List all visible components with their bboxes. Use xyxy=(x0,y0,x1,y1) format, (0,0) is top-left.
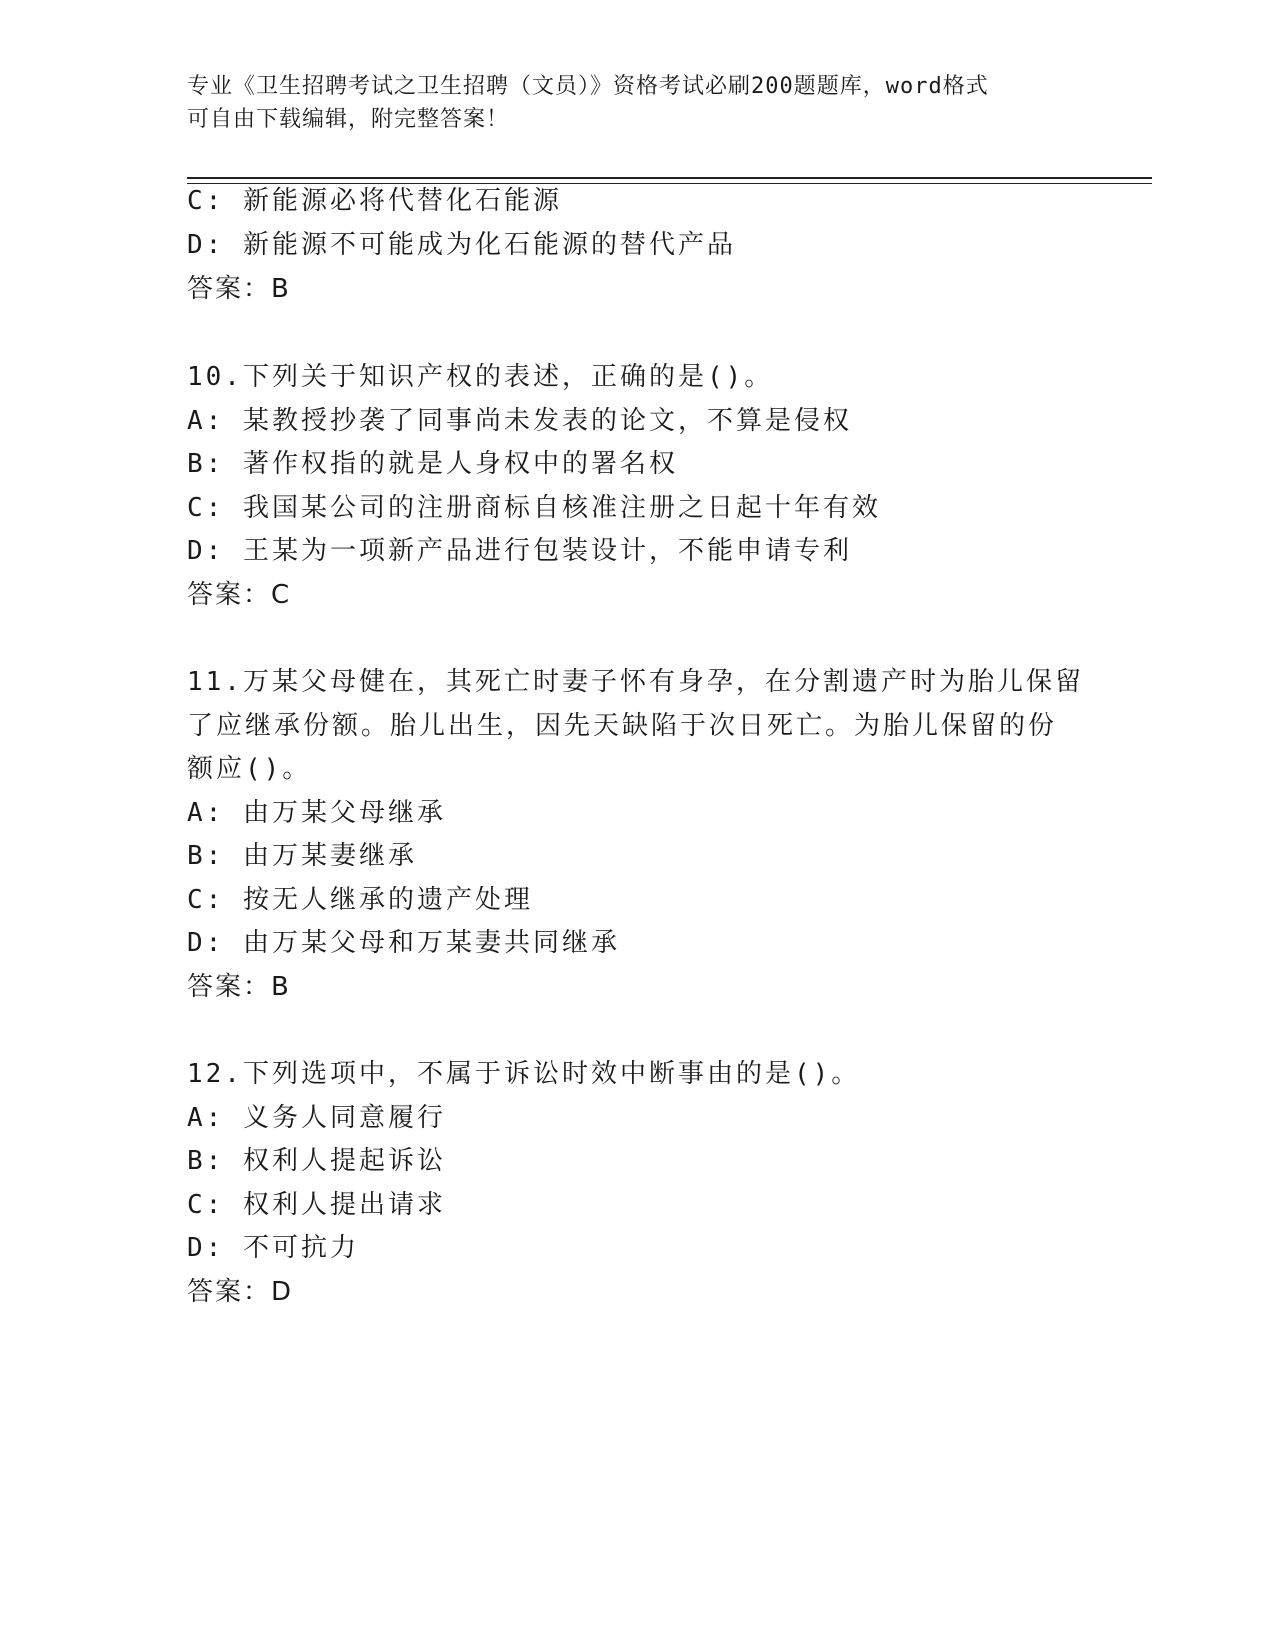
header-line-2: 可自由下载编辑，附完整答案！ xyxy=(187,107,510,132)
q10-answer: 答案：C xyxy=(187,580,292,610)
q10-option-d: D: 王某为一项新产品进行包装设计，不能申请专利 xyxy=(187,536,852,566)
q12-answer: 答案：D xyxy=(187,1277,294,1307)
document-header xyxy=(187,70,1087,136)
q12-option-a: A: 义务人同意履行 xyxy=(187,1103,446,1133)
q11-stem-line-1: 11.万某父母健在，其死亡时妻子怀有身孕，在分割遗产时为胎儿保留 xyxy=(187,667,1084,697)
header-line-1: 专业《卫生招聘考试之卫生招聘（文员）》资格考试必刷200题题库，word格式 xyxy=(187,74,989,99)
prev-option-d: D: 新能源不可能成为化石能源的替代产品 xyxy=(187,230,736,260)
q12-option-b: B: 权利人提起诉讼 xyxy=(187,1146,446,1176)
prev-answer: 答案：B xyxy=(187,274,291,304)
q12-option-c: C: 权利人提出请求 xyxy=(187,1190,446,1220)
q10-option-c: C: 我国某公司的注册商标自核准注册之日起十年有效 xyxy=(187,493,881,523)
q11-option-d: D: 由万某父母和万某妻共同继承 xyxy=(187,928,620,958)
q11-stem-line-2: 了应继承份额。胎儿出生，因先天缺陷于次日死亡。为胎儿保留的份 xyxy=(187,711,1058,741)
q11-stem-line-3: 额应()。 xyxy=(187,754,312,784)
q11-answer: 答案：B xyxy=(187,972,291,1002)
header-divider-thick xyxy=(187,177,1152,179)
q11-option-c: C: 按无人继承的遗产处理 xyxy=(187,885,533,915)
q12-option-d: D: 不可抗力 xyxy=(187,1233,359,1263)
prev-option-c: C: 新能源必将代替化石能源 xyxy=(187,186,562,216)
q10-option-b: B: 著作权指的就是人身权中的署名权 xyxy=(187,449,678,479)
q10-option-a: A: 某教授抄袭了同事尚未发表的论文，不算是侵权 xyxy=(187,406,852,436)
q10-stem: 10.下列关于知识产权的表述，正确的是()。 xyxy=(187,362,774,392)
q11-option-a: A: 由万某父母继承 xyxy=(187,798,446,828)
q12-stem: 12.下列选项中，不属于诉讼时效中断事由的是()。 xyxy=(187,1059,861,1089)
q11-option-b: B: 由万某妻继承 xyxy=(187,841,417,871)
